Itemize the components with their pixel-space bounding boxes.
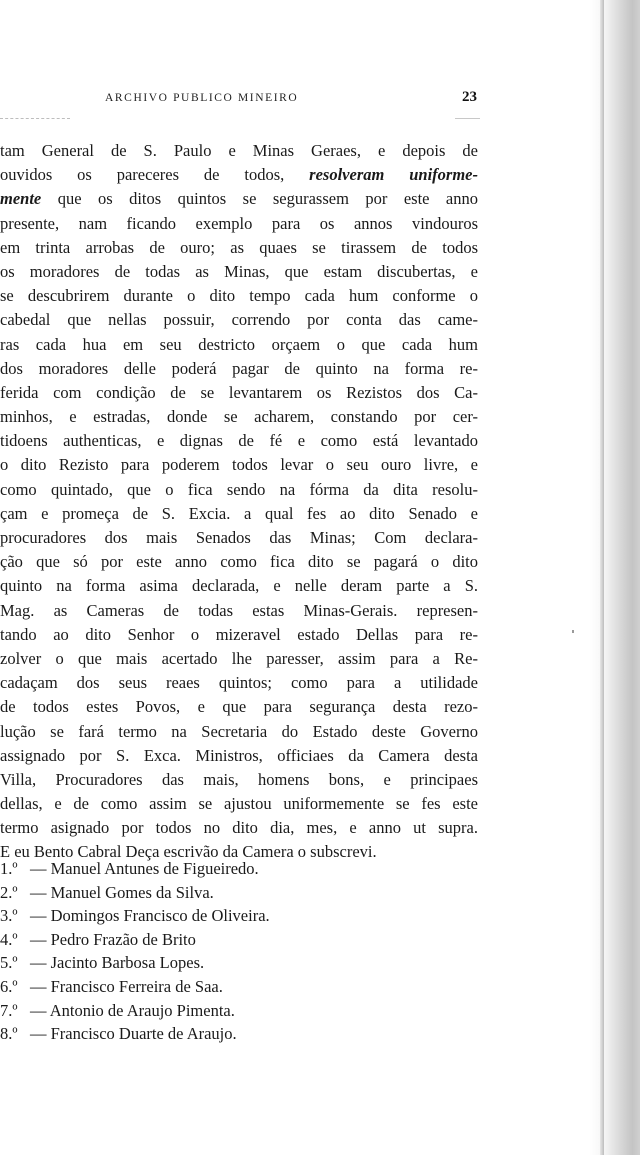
text-run: presente, nam ficando exemplo para os annos vindouros	[0, 213, 478, 233]
text-run: ras cada hua em seu destricto orçaem o que cada hum	[0, 334, 478, 354]
page-number: 23	[462, 89, 477, 105]
header-rule-right	[455, 118, 480, 119]
signatory-name: — Manuel Antunes de Figueiredo.	[30, 859, 259, 878]
text-run: lução se fará termo na Secretaria do Estado deste Governo	[0, 721, 478, 741]
text-line	[0, 163, 478, 187]
text-line	[0, 623, 478, 647]
text-run: E eu Bento Cabral Deça escrivão da Camera o subscrevi.	[0, 842, 377, 862]
text-run: ferida com condição de se levantarem os Rezistos dos Ca-	[0, 382, 478, 402]
text-run: çam e promeça de S. Excia. a qual fes ao dito Senado e	[0, 503, 478, 523]
text-run: os moradores de todas as Minas, que estam discubertas, e	[0, 261, 478, 281]
text-line	[0, 284, 478, 308]
text-run: como quintado, que o fica sendo na fórma da dita resolu-	[0, 479, 478, 499]
text-line	[0, 187, 478, 211]
signatory-name: — Domingos Francisco de Oliveira.	[30, 906, 270, 926]
text-line	[0, 405, 478, 429]
text-run: o dito Rezisto para poderem todos levar o seu ouro livre, e	[0, 455, 478, 475]
text-line	[0, 816, 478, 840]
text-line	[0, 647, 478, 671]
signatory-name: — Francisco Ferreira de Saa.	[30, 976, 223, 996]
text-line	[0, 212, 478, 236]
text-run: zolver o que mais acertado lhe paresser, assim para a Re-	[0, 648, 478, 668]
text-run: de todos estes Povos, e que para segurança desta rezo-	[0, 697, 478, 717]
text-line	[0, 526, 478, 550]
signatory-number: 3.º	[0, 906, 18, 926]
signatory-name: — Pedro Frazão de Brito	[30, 929, 196, 949]
signatory-number: 7.º	[0, 1000, 18, 1020]
text-line	[0, 550, 478, 574]
text-run: cadaçam dos seus reaes quintos; como para a utilidade	[0, 673, 478, 693]
text-line	[0, 260, 478, 284]
text-run: procuradores dos mais Senados das Minas; Com declara-	[0, 528, 478, 547]
signatory-line	[0, 999, 420, 1023]
page-edge	[600, 0, 604, 1155]
text-line	[0, 333, 478, 357]
text-run: tidoens authenticas, e dignas de fé e como está levantado	[0, 431, 478, 451]
signatory-line	[0, 951, 420, 975]
signatory-number: 2.º	[0, 882, 18, 902]
text-run: ção que só por este anno como fica dito se pagará o dito	[0, 552, 478, 572]
text-run: se descubrirem durante o dito tempo cada hum conforme o	[0, 286, 478, 306]
text-run: assignado por S. Exca. Ministros, officiaes da Camera desta	[0, 745, 478, 765]
text-line	[0, 720, 478, 744]
text-line	[0, 671, 478, 695]
text-line	[0, 478, 478, 502]
text-line	[0, 357, 478, 381]
text-line	[0, 744, 478, 768]
signatory-line	[0, 857, 420, 881]
signature-list	[0, 857, 420, 1046]
text-run: termo asignado por todos no dito dia, mes, e anno ut supra.	[0, 818, 478, 838]
signatory-number: 4.º	[0, 929, 18, 949]
text-run: tando ao dito Senhor o mizeravel estado Dellas para re-	[0, 624, 478, 644]
page-header	[0, 89, 480, 112]
signatory-number: 6.º	[0, 976, 18, 996]
signatory-name: — Francisco Duarte de Araujo.	[30, 1024, 237, 1044]
text-run: cabedal que nellas possuir, correndo por conta das came-	[0, 310, 478, 330]
text-line	[0, 574, 478, 598]
text-line	[0, 429, 478, 453]
book-spine-shadow	[590, 0, 640, 1155]
text-line	[0, 502, 478, 526]
text-run: dos moradores delle poderá pagar de quinto na forma re-	[0, 358, 478, 378]
header-rule-left	[0, 118, 70, 119]
signatory-name: — Manuel Gomes da Silva.	[30, 882, 214, 902]
text-run: ouvidos os pareceres de todos,	[0, 165, 310, 185]
text-line	[0, 453, 478, 477]
text-run: tam General de S. Paulo e Minas Geraes, e depois de	[0, 141, 478, 160]
paper-speck	[572, 630, 574, 633]
emphasized-text: resolveram uniforme-	[309, 165, 478, 185]
text-line	[0, 308, 478, 332]
text-run: minhos, e estradas, donde se acharem, constando por cer-	[0, 407, 478, 427]
text-run: Villa, Procuradores das mais, homens bons, e principaes	[0, 769, 478, 789]
text-run: que os ditos quintos se segurassem por este anno	[41, 189, 478, 209]
text-line	[0, 139, 478, 163]
text-line	[0, 792, 478, 816]
body-text	[0, 139, 478, 865]
text-line	[0, 768, 478, 792]
signatory-line	[0, 1022, 420, 1046]
signatory-name: — Jacinto Barbosa Lopes.	[30, 953, 205, 973]
signatory-number: 1.º	[0, 859, 18, 878]
signatory-name: — Antonio de Araujo Pimenta.	[30, 1000, 235, 1020]
text-line	[0, 695, 478, 719]
text-line	[0, 599, 478, 623]
text-run: dellas, e de como assim se ajustou uniformemente se fes este	[0, 794, 478, 814]
signatory-number: 8.º	[0, 1024, 18, 1044]
running-head: ARCHIVO PUBLICO MINEIRO	[105, 92, 299, 104]
text-line	[0, 236, 478, 260]
emphasized-text: mente	[0, 189, 42, 209]
text-run: em trinta arrobas de ouro; as quaes se tirassem de todos	[0, 237, 478, 257]
signatory-line	[0, 975, 420, 999]
signatory-line	[0, 904, 420, 928]
text-run: quinto na forma asima declarada, e nelle deram parte a S.	[0, 576, 478, 596]
signatory-number: 5.º	[0, 953, 18, 973]
text-run: Mag. as Cameras de todas estas Minas-Gerais. represen-	[0, 600, 478, 620]
signatory-line	[0, 881, 420, 905]
signatory-line	[0, 928, 420, 952]
text-line	[0, 381, 478, 405]
